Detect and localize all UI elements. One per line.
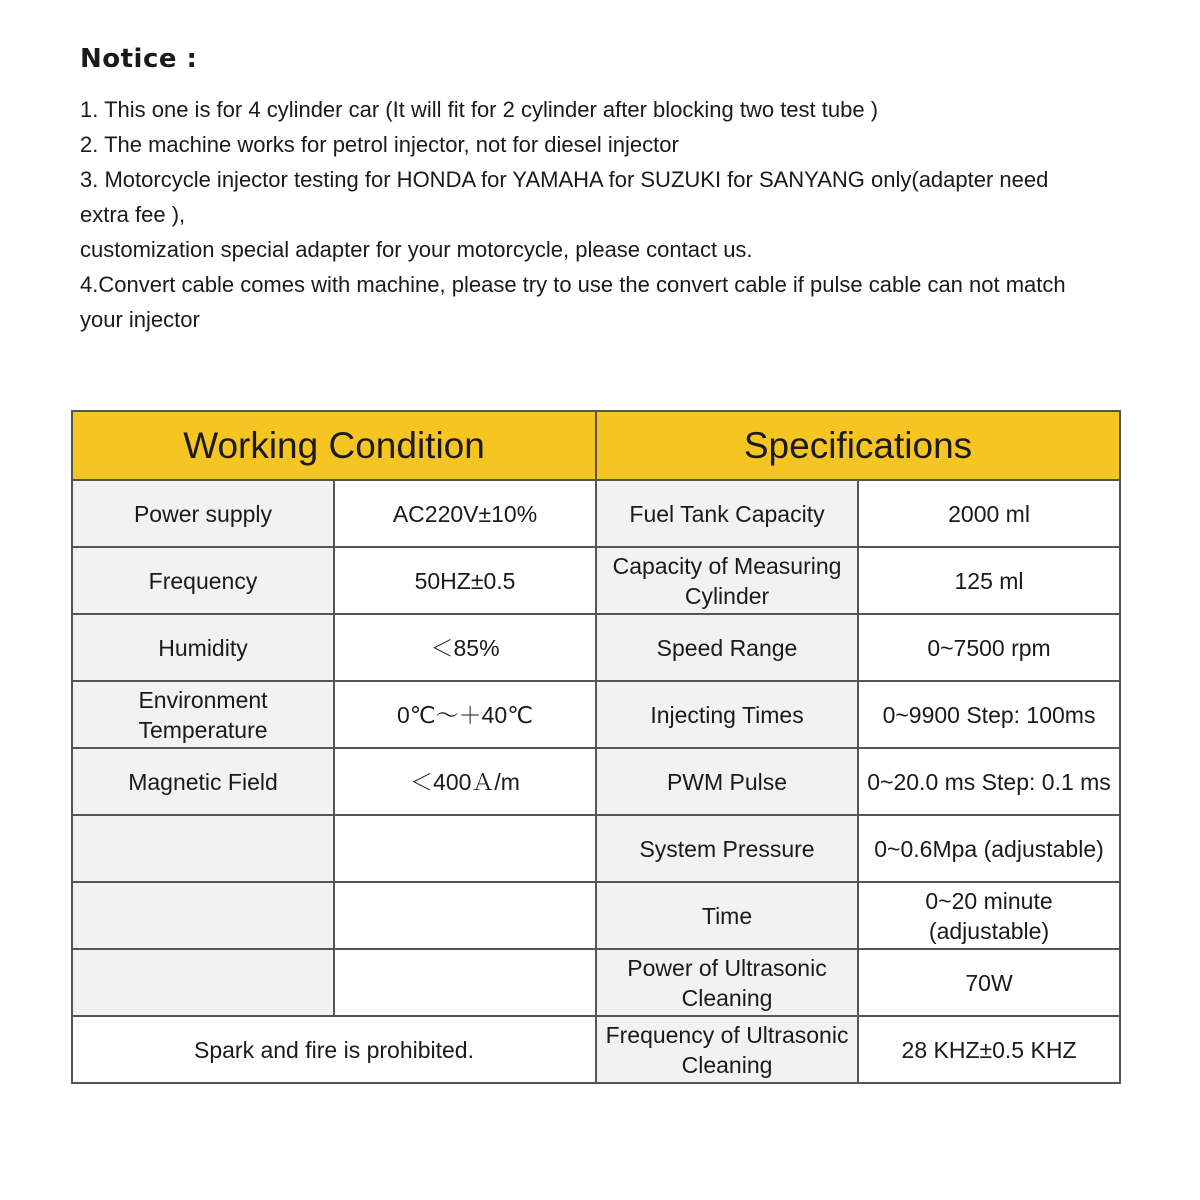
table-row <box>72 815 1120 882</box>
working-value: ＜400Ａ/m <box>334 748 596 815</box>
specifications-header: Specifications <box>596 411 1120 480</box>
working-label <box>72 815 334 882</box>
spec-value: 0~0.6Mpa (adjustable) <box>858 815 1120 882</box>
notice-line-6: 4.Convert cable comes with machine, please try to use the convert cable if pulse cable can not match <box>80 272 1066 297</box>
spec-label: Power of Ultrasonic Cleaning <box>596 949 858 1016</box>
working-value: AC220V±10% <box>334 480 596 547</box>
table-row <box>72 748 1120 815</box>
notice-line-5: customization special adapter for your motorcycle, please contact us. <box>80 237 753 262</box>
working-label: Humidity <box>72 614 334 681</box>
working-label: Environment Temperature <box>72 681 334 748</box>
working-value: 0℃～＋40℃ <box>334 681 596 748</box>
working-value <box>334 949 596 1016</box>
notice-line-1: 1. This one is for 4 cylinder car (It will fit for 2 cylinder after blocking two test tube ) <box>80 97 879 122</box>
spec-value: 2000 ml <box>858 480 1120 547</box>
working-value <box>334 815 596 882</box>
notice-line-7: your injector <box>80 307 200 332</box>
spec-table <box>71 410 1121 1084</box>
spec-label: System Pressure <box>596 815 858 882</box>
table-row <box>72 614 1120 681</box>
working-condition-header: Working Condition <box>72 411 596 480</box>
table-row <box>72 681 1120 748</box>
spec-label: PWM Pulse <box>596 748 858 815</box>
working-value <box>334 882 596 949</box>
spec-label: Injecting Times <box>596 681 858 748</box>
notice-title: Notice : <box>80 44 198 74</box>
warning-text: Spark and fire is prohibited. <box>72 1016 596 1083</box>
spec-value: 0~9900 Step: 100ms <box>858 681 1120 748</box>
spec-label: Time <box>596 882 858 949</box>
working-label: Frequency <box>72 547 334 614</box>
spec-value: 70W <box>858 949 1120 1016</box>
table-row <box>72 547 1120 614</box>
spec-value: 0~20 minute (adjustable) <box>858 882 1120 949</box>
notice-line-3: 3. Motorcycle injector testing for HONDA for YAMAHA for SUZUKI for SANYANG only(adapter need <box>80 167 1049 192</box>
working-label <box>72 949 334 1016</box>
spec-label: Frequency of Ultrasonic Cleaning <box>596 1016 858 1083</box>
notice-section <box>80 44 1130 337</box>
spec-label: Speed Range <box>596 614 858 681</box>
spec-label: Capacity of Measuring Cylinder <box>596 547 858 614</box>
spec-label: Fuel Tank Capacity <box>596 480 858 547</box>
table-row <box>72 949 1120 1016</box>
spec-value: 28 KHZ±0.5 KHZ <box>858 1016 1120 1083</box>
working-value: ＜85% <box>334 614 596 681</box>
notice-line-2: 2. The machine works for petrol injector, not for diesel injector <box>80 132 679 157</box>
working-label: Magnetic Field <box>72 748 334 815</box>
table-row <box>72 480 1120 547</box>
working-value: 50HZ±0.5 <box>334 547 596 614</box>
spec-value: 0~20.0 ms Step: 0.1 ms <box>858 748 1120 815</box>
notice-line-4: extra fee ), <box>80 202 186 227</box>
spec-value: 125 ml <box>858 547 1120 614</box>
working-label: Power supply <box>72 480 334 547</box>
table-row <box>72 882 1120 949</box>
table-row <box>72 1016 1120 1083</box>
working-label <box>72 882 334 949</box>
spec-value: 0~7500 rpm <box>858 614 1120 681</box>
table-header-row <box>72 411 1120 480</box>
